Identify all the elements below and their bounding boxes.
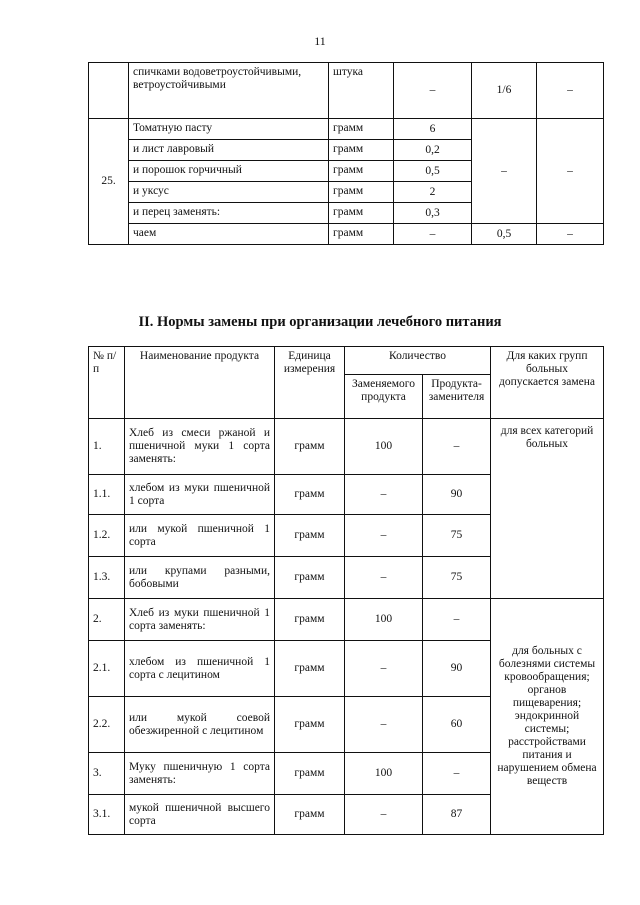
substitute-qty: –	[423, 753, 491, 795]
unit-cell: грамм	[329, 119, 394, 140]
substitution-norms-table	[88, 346, 604, 835]
substitute-qty: 60	[423, 697, 491, 753]
substitute-qty: –	[423, 419, 491, 475]
unit-cell: грамм	[329, 161, 394, 182]
replaced-qty: 0,2	[394, 140, 472, 161]
header-groups: Для каких групп больных допускается замена	[491, 347, 604, 419]
row-number: 2.	[89, 599, 125, 641]
row-number: 2.1.	[89, 641, 125, 697]
patient-group-cell: для всех категорий больных	[491, 419, 604, 599]
row-number: 3.	[89, 753, 125, 795]
product-name: хлебом из муки пшеничной 1 сорта	[125, 475, 275, 515]
header-replaced: Заменяемого продукта	[345, 375, 423, 419]
product-name: мукой пшеничной высшего сорта	[125, 795, 275, 835]
product-name: Муку пшеничную 1 сорта заменять:	[125, 753, 275, 795]
row-number: 1.	[89, 419, 125, 475]
row-number: 3.1.	[89, 795, 125, 835]
replaced-qty: 2	[394, 182, 472, 203]
replaced-qty: 100	[345, 419, 423, 475]
header-quantity: Количество	[345, 347, 491, 375]
table-row	[89, 419, 604, 475]
header-unit: Единица измерения	[275, 347, 345, 419]
header-substitute: Продукта-заменителя	[423, 375, 491, 419]
replaced-qty: 100	[345, 753, 423, 795]
unit-cell: грамм	[275, 419, 345, 475]
table-row	[89, 119, 604, 140]
unit-cell: грамм	[275, 515, 345, 557]
row-number: 1.2.	[89, 515, 125, 557]
replaced-qty: –	[394, 224, 472, 245]
substitute-qty: 90	[423, 641, 491, 697]
row-number: 25.	[89, 119, 129, 245]
substitute-qty: 90	[423, 475, 491, 515]
product-name: Томатную пасту	[129, 119, 329, 140]
groups-cell: –	[537, 119, 604, 224]
groups-cell: –	[537, 224, 604, 245]
section-title: II. Нормы замены при организации лечебного питания	[138, 314, 502, 330]
product-name: и перец заменять:	[129, 203, 329, 224]
replaced-qty: –	[345, 795, 423, 835]
header-num: № п/п	[89, 347, 125, 419]
table-row	[89, 599, 604, 641]
top-table	[88, 62, 604, 245]
product-name: хлебом из пшеничной 1 сорта с лецитином	[125, 641, 275, 697]
product-name: Хлеб из смеси ржаной и пшеничной муки 1 сорта заменять:	[125, 419, 275, 475]
unit-cell: грамм	[329, 140, 394, 161]
row-number: 2.2.	[89, 697, 125, 753]
replaced-qty: –	[345, 515, 423, 557]
table-row	[89, 224, 604, 245]
row-number: 1.1.	[89, 475, 125, 515]
page-number: 11	[314, 34, 326, 48]
unit-cell: грамм	[275, 475, 345, 515]
replaced-qty: 100	[345, 599, 423, 641]
substitute-qty: 75	[423, 515, 491, 557]
substitute-qty: 1/6	[472, 63, 537, 119]
row-number	[89, 63, 129, 119]
substitute-qty: –	[423, 599, 491, 641]
patient-group-cell: для больных с болезнями системы кровообращения; органов пищеварения; эндокринной системы; расстройствами питания и нарушением обмена веществ	[491, 599, 604, 835]
unit-cell: грамм	[329, 182, 394, 203]
unit-cell: грамм	[329, 224, 394, 245]
product-name: или крупами разными, бобовыми	[125, 557, 275, 599]
row-number: 1.3.	[89, 557, 125, 599]
unit-cell: грамм	[275, 697, 345, 753]
unit-cell: грамм	[275, 753, 345, 795]
replaced-qty: –	[394, 63, 472, 119]
header-name: Наименование продукта	[125, 347, 275, 419]
replaced-qty: 0,3	[394, 203, 472, 224]
product-name: Хлеб из муки пшеничной 1 сорта заменять:	[125, 599, 275, 641]
product-name: и порошок горчичный	[129, 161, 329, 182]
replaced-qty: –	[345, 557, 423, 599]
table-row	[89, 63, 604, 119]
replaced-qty: 6	[394, 119, 472, 140]
unit-cell: штука	[329, 63, 394, 119]
unit-cell: грамм	[275, 795, 345, 835]
unit-cell: грамм	[329, 203, 394, 224]
unit-cell: грамм	[275, 641, 345, 697]
substitute-qty: –	[472, 119, 537, 224]
product-name: или мукой соевой обезжиренной с лецитином	[125, 697, 275, 753]
product-name: спичками водоветроустойчивыми, ветроустойчивыми	[129, 63, 329, 119]
product-name: или мукой пшеничной 1 сорта	[125, 515, 275, 557]
replaced-qty: –	[345, 475, 423, 515]
groups-cell: –	[537, 63, 604, 119]
product-name: и лист лавровый	[129, 140, 329, 161]
replaced-qty: –	[345, 641, 423, 697]
substitute-qty: 0,5	[472, 224, 537, 245]
unit-cell: грамм	[275, 599, 345, 641]
header-row	[89, 347, 604, 375]
replaced-qty: 0,5	[394, 161, 472, 182]
unit-cell: грамм	[275, 557, 345, 599]
product-name: чаем	[129, 224, 329, 245]
substitute-qty: 75	[423, 557, 491, 599]
product-name: и уксус	[129, 182, 329, 203]
replaced-qty: –	[345, 697, 423, 753]
substitute-qty: 87	[423, 795, 491, 835]
